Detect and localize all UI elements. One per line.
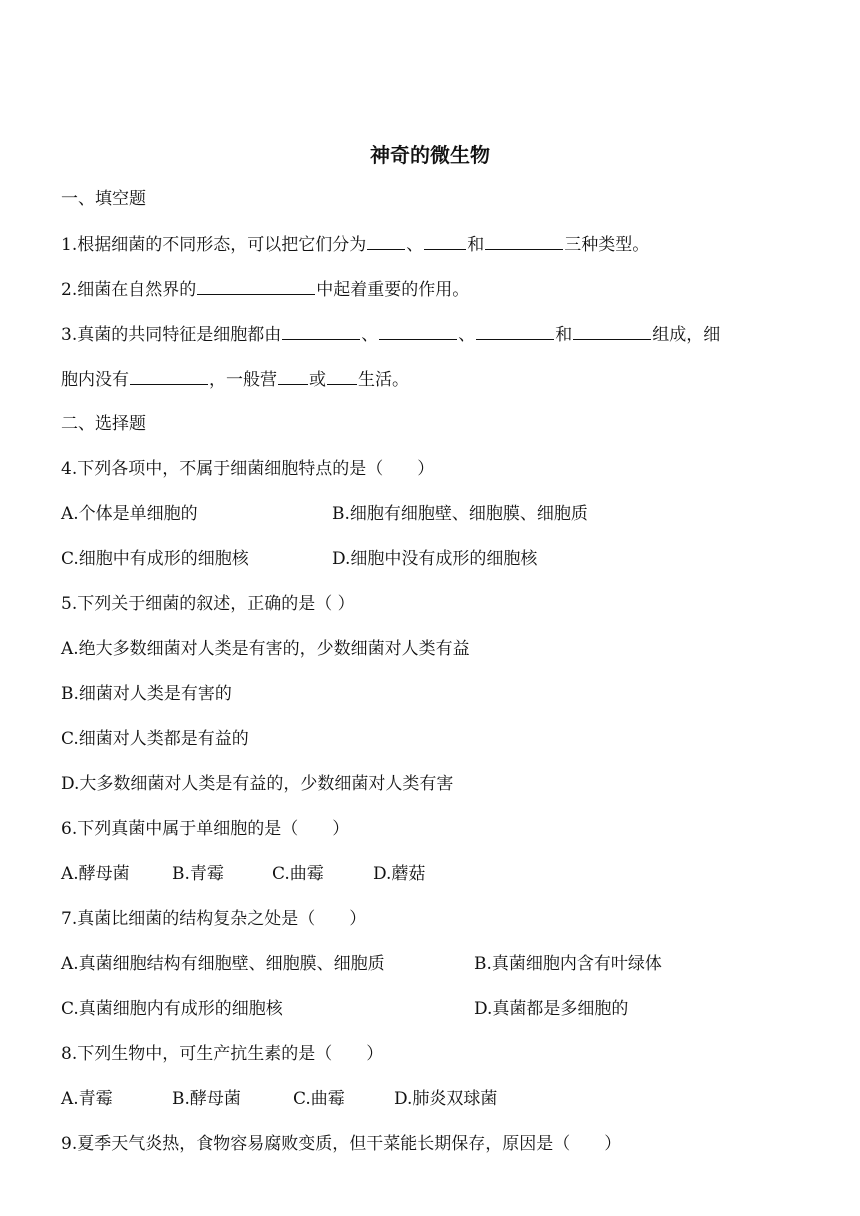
q5-option-d[interactable]: D.大多数细菌对人类是有益的，少数细菌对人类有害 [61,774,454,794]
question-3 [61,321,720,348]
question-4-stem: 4.下列各项中，不属于细菌细胞特点的是（ ） [61,459,435,479]
q6-option-d[interactable]: D.蘑菇 [373,864,426,884]
answer-blank[interactable] [367,231,405,250]
answer-blank[interactable] [278,366,308,385]
q3-text: 或 [309,370,326,390]
q1-text: 三种类型。 [564,235,650,255]
answer-blank[interactable] [424,231,466,250]
q3-text: 组成，细 [652,325,721,345]
question-7-stem: 7.真菌比细菌的结构复杂之处是（ ） [61,909,367,929]
q8-option-a[interactable]: A.青霉 [61,1089,113,1109]
q6-option-b[interactable]: B.青霉 [172,864,224,884]
q8-option-b[interactable]: B.酵母菌 [172,1089,241,1109]
q7-option-c[interactable]: C.真菌细胞内有成形的细胞核 [61,999,283,1019]
q2-text: 2.细菌在自然界的 [61,280,197,300]
q4-option-d[interactable]: D.细胞中没有成形的细胞核 [332,549,538,569]
answer-blank[interactable] [130,366,208,385]
answer-blank[interactable] [476,321,554,340]
q6-option-a[interactable]: A.酵母菌 [61,864,130,884]
q5-option-b[interactable]: B.细菌对人类是有害的 [61,684,232,704]
question-3-continued [61,366,409,393]
answer-blank[interactable] [282,321,360,340]
question-5-stem: 5.下列关于细菌的叙述，正确的是（ ） [61,594,355,614]
q1-text: 、 [406,235,424,255]
section-heading-fill-in: 一、填空题 [61,189,146,209]
question-6-stem: 6.下列真菌中属于单细胞的是（ ） [61,819,350,839]
question-2 [61,276,469,303]
q2-text: 中起着重要的作用。 [316,280,470,300]
page-title: 神奇的微生物 [370,143,490,167]
answer-blank[interactable] [197,276,315,295]
question-9-stem: 9.夏季天气炎热，食物容易腐败变质，但干菜能长期保存，原因是（ ） [61,1134,622,1154]
q8-option-d[interactable]: D.肺炎双球菌 [394,1089,498,1109]
answer-blank[interactable] [485,231,563,250]
question-1 [61,231,649,258]
q8-option-c[interactable]: C.曲霉 [293,1089,345,1109]
q4-option-a[interactable]: A.个体是单细胞的 [61,504,198,524]
answer-blank[interactable] [379,321,457,340]
q1-text: 1.根据细菌的不同形态，可以把它们分为 [61,235,367,255]
q7-option-d[interactable]: D.真菌都是多细胞的 [474,999,629,1019]
q7-option-b[interactable]: B.真菌细胞内含有叶绿体 [474,954,662,974]
q3-text: 和 [555,325,573,345]
q5-option-a[interactable]: A.绝大多数细菌对人类是有害的，少数细菌对人类有益 [61,639,470,659]
answer-blank[interactable] [327,366,357,385]
q3-text: 、 [361,325,379,345]
q6-option-c[interactable]: C.曲霉 [272,864,324,884]
q5-option-c[interactable]: C.细菌对人类都是有益的 [61,729,249,749]
q1-text: 和 [467,235,485,255]
answer-blank[interactable] [573,321,651,340]
q3-text: 胞内没有 [61,370,129,390]
section-heading-multiple-choice: 二、选择题 [61,414,146,434]
q3-text: 生活。 [358,370,409,390]
q3-text: 、 [458,325,476,345]
q3-text: 3.真菌的共同特征是细胞都由 [61,325,282,345]
question-8-stem: 8.下列生物中，可生产抗生素的是（ ） [61,1044,384,1064]
q7-option-a[interactable]: A.真菌细胞结构有细胞壁、细胞膜、细胞质 [61,954,385,974]
q3-text: ，一般营 [209,370,277,390]
q4-option-b[interactable]: B.细胞有细胞壁、细胞膜、细胞质 [332,504,588,524]
q4-option-c[interactable]: C.细胞中有成形的细胞核 [61,549,249,569]
